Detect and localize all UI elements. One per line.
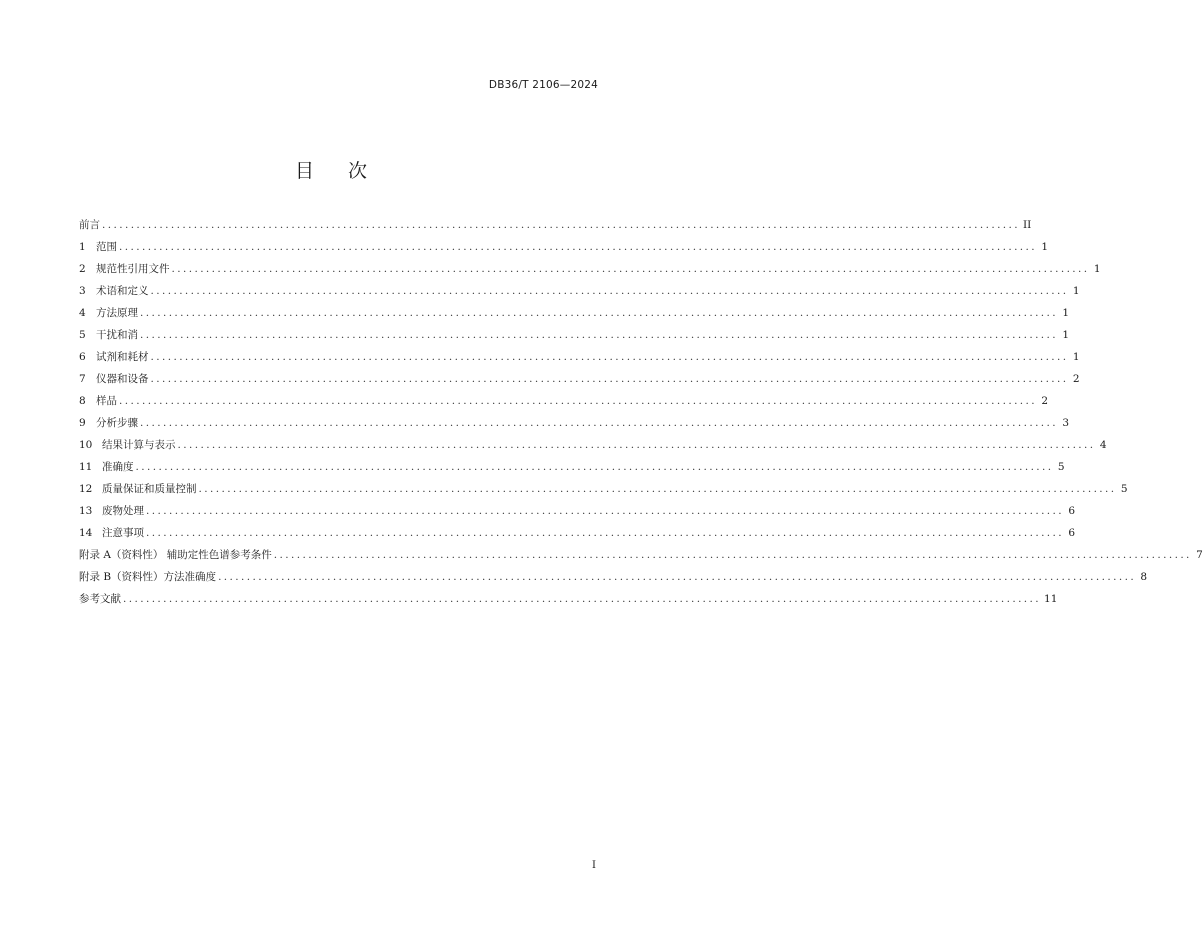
toc-entry-text: 附录 B（资料性）方法准确度 [79,571,217,583]
toc-entry-text: 准确度 [102,461,134,473]
toc-entry-text: 规范性引用文件 [96,263,170,275]
toc-entry-number: 2 [79,263,86,275]
toc-entry-page: 5 [1057,461,1065,473]
toc-entry-label [79,434,178,456]
toc-entry-text: 废物处理 [102,505,144,517]
toc-entry[interactable] [79,522,1076,544]
toc-entry-number: 6 [79,351,86,363]
toc-entry[interactable] [79,302,1070,324]
toc-entry-page: 1 [1072,285,1080,297]
toc-entry[interactable] [79,346,1080,368]
toc-entry-text: 试剂和耗材 [96,351,149,363]
toc-entry-text: 注意事项 [102,527,144,539]
toc-entry[interactable] [79,368,1080,390]
toc-entry-page: 2 [1072,373,1080,385]
toc-dot-leader: ................................................................................................................................................................ [198,483,1117,495]
toc-entry-number: 11 [79,461,93,473]
toc-entry-text: 前言 [79,219,100,231]
toc-entry-page: 2 [1041,395,1049,407]
toc-entry-text: 参考文献 [79,593,121,605]
toc-entry[interactable] [79,566,1148,588]
toc-entry-label [79,346,151,368]
document-code: DB36/T 2106—2024 [488,79,598,91]
toc-entry[interactable] [79,258,1101,280]
toc-entry-page: 6 [1068,527,1076,539]
toc-dot-leader: ................................................................................................................................................................ [146,505,1065,517]
toc-entry-text: 方法原理 [96,307,138,319]
toc-dot-leader: ................................................................................................................................................................ [123,593,1042,605]
toc-entry[interactable] [79,236,1049,258]
toc-entry[interactable] [79,390,1049,412]
toc-entry-number: 3 [79,285,86,297]
toc-entry[interactable] [79,434,1107,456]
toc-dot-leader: ................................................................................................................................................................ [140,329,1059,341]
toc-entry-label [79,522,146,544]
toc-entry[interactable] [79,456,1065,478]
toc-dot-leader: ................................................................................................................................................................ [102,219,1021,231]
toc-entry-text: 结果计算与表示 [102,439,176,451]
toc-dot-leader: ................................................................................................................................................................ [150,285,1069,297]
toc-entry-text: 术语和定义 [96,285,149,297]
toc-entry-text: 范围 [96,241,117,253]
toc-dot-leader: ................................................................................................................................................................ [140,307,1059,319]
toc-entry-page: 1 [1062,307,1070,319]
table-of-contents [79,214,1203,610]
toc-entry-label [79,412,140,434]
toc-entry-number: 14 [79,527,93,539]
toc-entry-page: 6 [1068,505,1076,517]
toc-entry-label [79,302,140,324]
toc-entry-page: 7 [1196,549,1203,561]
toc-entry[interactable] [79,324,1070,346]
toc-entry-page: 1 [1041,241,1049,253]
toc-entry-label [79,390,119,412]
toc-entry-label [79,544,274,566]
toc-dot-leader: ................................................................................................................................................................ [177,439,1096,451]
page-number: I [592,860,596,871]
toc-entry-number: 5 [79,329,86,341]
toc-entry-page: 4 [1099,439,1107,451]
toc-entry-number: 12 [79,483,93,495]
toc-entry-label [79,236,119,258]
toc-entry[interactable] [79,544,1203,566]
toc-entry-page: 1 [1093,263,1101,275]
toc-dot-leader: ................................................................................................................................................................ [150,373,1069,385]
toc-dot-leader: ................................................................................................................................................................ [146,527,1065,539]
toc-entry[interactable] [79,214,1032,236]
toc-entry-label [79,456,136,478]
toc-entry-number: 13 [79,505,93,517]
toc-entry-label [79,566,218,588]
toc-entry-text: 干扰和消 [96,329,138,341]
toc-entry-page: 1 [1062,329,1070,341]
toc-entry-page: 3 [1062,417,1070,429]
toc-entry-label [79,478,199,500]
title-right-char: 次 [348,160,368,182]
toc-dot-leader: ................................................................................................................................................................ [140,417,1059,429]
toc-entry-number: 8 [79,395,86,407]
toc-entry-number: 10 [79,439,93,451]
toc-entry-page: 1 [1072,351,1080,363]
toc-entry-number: 7 [79,373,86,385]
toc-entry-page: 8 [1140,571,1148,583]
toc-entry-label [79,500,146,522]
toc-entry-page: 11 [1044,593,1058,605]
toc-entry-page: II [1023,219,1032,231]
toc-entry-text: 分析步骤 [96,417,138,429]
toc-entry-label [79,324,140,346]
toc-entry-text: 样品 [96,395,117,407]
toc-entry[interactable] [79,478,1128,500]
toc-entry-number: 1 [79,241,86,253]
toc-entry[interactable] [79,280,1080,302]
toc-entry-label [79,280,151,302]
toc-entry-label [79,258,172,280]
toc-entry-number: 4 [79,307,86,319]
toc-dot-leader: ................................................................................................................................................................ [119,241,1038,253]
toc-entry-text: 仪器和设备 [96,373,149,385]
toc-dot-leader: ................................................................................................................................................................ [119,395,1038,407]
title-left-char: 目 [294,160,314,182]
toc-dot-leader: ................................................................................................................................................................ [218,571,1137,583]
toc-dot-leader: ................................................................................................................................................................ [135,461,1054,473]
toc-entry-label [79,214,102,236]
toc-entry-page: 5 [1120,483,1128,495]
toc-dot-leader: ................................................................................................................................................................ [273,549,1192,561]
toc-dot-leader: ................................................................................................................................................................ [171,263,1090,275]
page-title [0,156,662,183]
toc-entry[interactable] [79,412,1070,434]
toc-dot-leader: ................................................................................................................................................................ [150,351,1069,363]
toc-entry[interactable] [79,500,1076,522]
toc-entry[interactable] [79,588,1058,610]
toc-entry-label [79,368,151,390]
toc-entry-number: 9 [79,417,86,429]
toc-entry-text: 质量保证和质量控制 [102,483,197,495]
toc-entry-label [79,588,123,610]
toc-entry-text: 附录 A（资料性） 辅助定性色谱参考条件 [79,549,272,561]
